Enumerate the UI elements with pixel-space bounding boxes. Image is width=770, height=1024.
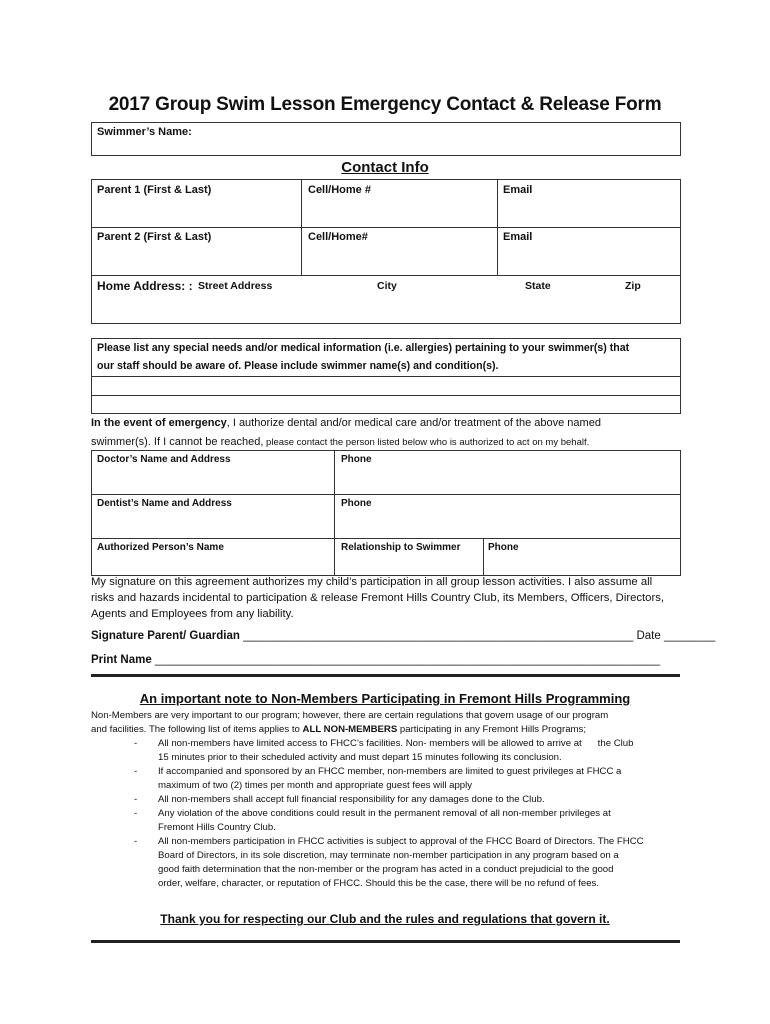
city-field[interactable]: City xyxy=(377,280,397,292)
agreement-line2: risks and hazards incidental to participation & release Fremont Hills Country Club, its Members, Officers, Directors, xyxy=(91,592,665,604)
medical-line-1[interactable] xyxy=(92,395,680,396)
non-member-note-body xyxy=(91,709,681,891)
agreement-line3: Agents and Employees from any liability. xyxy=(91,608,294,620)
parent2-phone-field[interactable]: Cell/Home# xyxy=(308,231,368,243)
parent1-name-field[interactable]: Parent 1 (First & Last) xyxy=(97,184,212,196)
agreement-text xyxy=(91,574,691,622)
thank-you-note: Thank you for respecting our Club and the rules and regulations that govern it. xyxy=(160,912,610,926)
print-name-underline: _______________________________________________________________________________ xyxy=(154,654,661,666)
zip-field[interactable]: Zip xyxy=(625,280,641,292)
note-item: - All non-members participation in FHCC activities is subject to approval of the FHCC Board of Directors. The FHCC Board of Directors, in its sole discretion, may terminate non-member participation in any program based on a good faith determination that the non-member or the program has acted in a conduct prejudicial to the good order, welfare, character, or reputation of FHCC. Should this be the case, there will be no refund of fees. xyxy=(134,836,644,889)
state-field[interactable]: State xyxy=(525,280,551,292)
contact-table xyxy=(91,179,681,324)
swimmer-name-label: Swimmer’s Name: xyxy=(97,126,192,138)
note-item: - All non-members shall accept full financial responsibility for any damages done to the Club. xyxy=(134,794,545,805)
print-name-line[interactable] xyxy=(91,654,681,666)
signature-underline: _____________________________________________________________ xyxy=(243,630,634,642)
parent2-email-field[interactable]: Email xyxy=(503,231,533,243)
parent2-name-field[interactable]: Parent 2 (First & Last) xyxy=(97,231,212,243)
doctor-phone-field[interactable]: Phone xyxy=(341,454,372,465)
emergency-line2-small: please contact the person listed below who is authorized to act on my behalf. xyxy=(263,437,590,448)
non-member-note-heading: An important note to Non-Members Participating in Fremont Hills Programming xyxy=(139,691,631,706)
emergency-text xyxy=(91,415,691,450)
parent1-phone-field[interactable]: Cell/Home # xyxy=(308,184,371,196)
print-name-label: Print Name xyxy=(91,654,152,666)
authorized-person-field[interactable]: Authorized Person’s Name xyxy=(97,542,224,553)
swimmer-name-field[interactable] xyxy=(91,122,681,156)
section-divider-bottom xyxy=(91,940,680,943)
signature-line[interactable] xyxy=(91,630,716,642)
emergency-rest-line1: , I authorize dental and/or medical care and/or treatment of the above named xyxy=(226,417,601,429)
medical-info-table xyxy=(91,338,681,414)
dentist-phone-field[interactable]: Phone xyxy=(341,498,372,509)
emergency-line2-start: swimmer(s). If I cannot be reached, xyxy=(91,436,264,448)
doctor-name-field[interactable]: Doctor’s Name and Address xyxy=(97,454,231,465)
parent1-email-field[interactable]: Email xyxy=(503,184,533,196)
home-address-label: Home Address: : xyxy=(97,279,193,293)
medical-prompt-line2: our staff should be aware of. Please include swimmer name(s) and condition(s). xyxy=(97,360,499,372)
dentist-name-field[interactable]: Dentist’s Name and Address xyxy=(97,498,232,509)
section-divider-top xyxy=(91,674,680,677)
contact-info-heading: Contact Info xyxy=(341,159,429,176)
emergency-contact-table xyxy=(91,450,681,576)
agreement-line1: My signature on this agreement authorizes my child’s participation in all group lesson activities. I also assume all xyxy=(91,576,653,588)
date-label: Date xyxy=(633,630,664,642)
emergency-bold: In the event of emergency xyxy=(91,417,227,429)
date-underline: ________ xyxy=(663,630,716,642)
street-address-field[interactable]: Street Address xyxy=(198,280,273,292)
note-item: - Any violation of the above conditions could result in the permanent removal of all non-member privileges at Fremont Hills Country Club. xyxy=(134,808,611,833)
medical-prompt-line1: Please list any special needs and/or medical information (i.e. allergies) pertaining to your swimmer(s) that xyxy=(97,342,630,354)
note-items xyxy=(91,737,681,891)
form-title: 2017 Group Swim Lesson Emergency Contact & Release Form xyxy=(108,94,662,115)
relationship-field[interactable]: Relationship to Swimmer xyxy=(341,542,461,553)
note-intro-line1: Non-Members are very important to our program; however, there are certain regulations that govern usage of our program xyxy=(91,710,609,721)
note-item: - All non-members have limited access to FHCC’s facilities. Non- members will be allowed to arrive at the Club 15 minutes prior to their scheduled activity and must depart 15 minutes following its conclusion. xyxy=(134,738,634,763)
authorized-phone-field[interactable]: Phone xyxy=(488,542,519,553)
signature-label: Signature Parent/ Guardian xyxy=(91,630,240,642)
note-intro-line2: and facilities. The following list of items applies to ALL NON-MEMBERS participating in any Fremont Hills Programs; xyxy=(91,724,586,735)
note-item: - If accompanied and sponsored by an FHCC member, non-members are limited to guest privileges at FHCC a maximum of two (2) times per month and appropriate guest fees will apply xyxy=(134,766,622,791)
